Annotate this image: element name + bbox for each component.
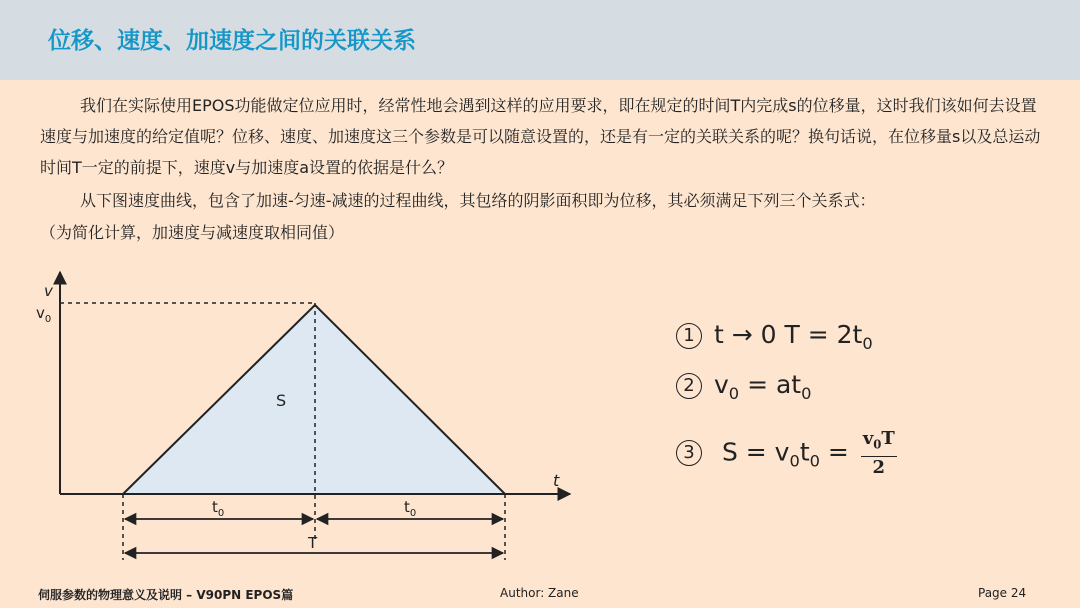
area-label: S bbox=[276, 391, 287, 410]
x-axis-label: t bbox=[553, 471, 560, 490]
formula-3: 3 $S = v_0t_0$ = $\frac{v_0T}{2}$ bbox=[676, 428, 897, 479]
formula-1: 1 t → 0 $T = 2t_0$ bbox=[676, 320, 873, 353]
paragraph-intro: 我们在实际使用EPOS功能做定位应用时，经常性地会遇到这样的应用要求，即在规定的时间T内完成s的位移量，这时我们该如何去设置速度与加速度的给定值呢？位移、速度、加速度这三个参数是可以随意设置的，还是有一定的关联关系的呢？换句话说，在位移量s以及总运动时间T一定的前提下，速度v与加速度a设置的依据是什么？ bbox=[40, 96, 1041, 177]
footer-document-title: 伺服参数的物理意义及说明 – V90PN EPOS篇 bbox=[38, 588, 294, 602]
velocity-diagram bbox=[0, 260, 620, 586]
T-label: T bbox=[308, 534, 318, 552]
v0-label: $v_0$ bbox=[36, 304, 52, 325]
header-bar bbox=[0, 0, 1080, 80]
paragraph-note: （为简化计算，加速度与减速度取相同值） bbox=[40, 223, 345, 242]
t0-right-label: $t_0$ bbox=[404, 498, 417, 519]
page-title: 位移、速度、加速度之间的关联关系 bbox=[48, 28, 416, 54]
circled-number: 3 bbox=[676, 440, 702, 466]
circled-number: 2 bbox=[676, 373, 702, 399]
y-axis-label: v bbox=[44, 282, 53, 300]
footer-author: Author: Zane bbox=[500, 586, 579, 600]
circled-number: 1 bbox=[676, 323, 702, 349]
right-arrow-icon: → bbox=[731, 320, 753, 349]
t0-left-label: $t_0$ bbox=[212, 498, 225, 519]
fraction: $\frac{v_0T}{2}$ bbox=[862, 428, 895, 478]
displacement-area bbox=[123, 305, 505, 494]
formula-2: 2 $v_0 = at_0$ bbox=[676, 370, 811, 403]
paragraph-curve: 从下图速度曲线，包含了加速-匀速-减速的过程曲线，其包络的阴影面积即为位移，其必须满足下列三个关系式： bbox=[80, 191, 876, 210]
footer-page-number: Page 24 bbox=[978, 586, 1027, 600]
